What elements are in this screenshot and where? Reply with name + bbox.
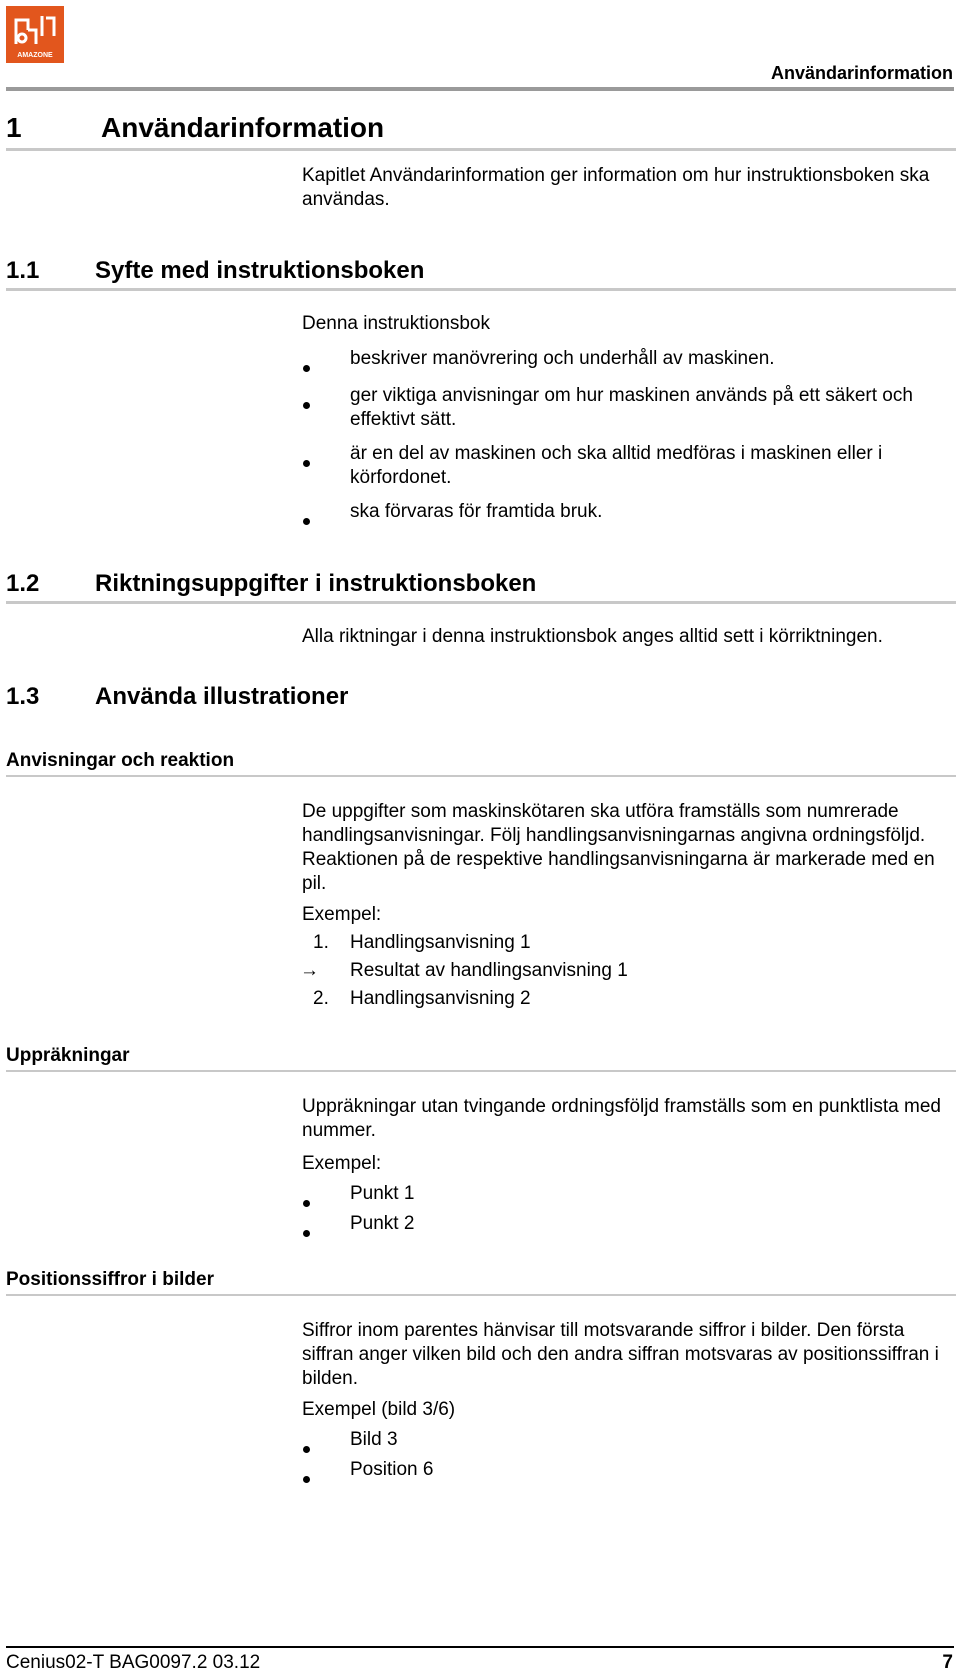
list-item: Position 6 (350, 1459, 434, 1480)
section-1-heading (6, 112, 384, 144)
section-1-3-heading (6, 683, 348, 711)
step-text: Resultat av handlingsanvisning 1 (350, 960, 628, 981)
page-number: 7 (942, 1652, 953, 1673)
step-text: Handlingsanvisning 2 (350, 988, 531, 1009)
section-1-divider (6, 148, 956, 151)
section-1-intro: Kapitlet Användarinformation ger information om hur instruktionsboken ska användas. (302, 165, 930, 210)
step-number: 2. (313, 988, 329, 1009)
bullet-icon (303, 1230, 310, 1237)
position-numbers-example-label: Exempel (bild 3/6) (302, 1399, 456, 1420)
bullet-icon (303, 1200, 310, 1207)
bullet-icon (303, 518, 310, 525)
instructions-heading: Anvisningar och reaktion (6, 750, 235, 771)
list-item: ger viktiga anvisningar om hur maskinen används på ett säkert och effektivt sätt. (350, 385, 913, 430)
enumerations-heading: Uppräkningar (6, 1045, 130, 1066)
svg-text:AMAZONE: AMAZONE (17, 52, 53, 59)
position-numbers-divider (6, 1294, 956, 1296)
section-1-1-divider (6, 288, 956, 291)
list-item: är en del av maskinen och ska alltid medföras i maskinen eller i körfordonet. (350, 443, 883, 488)
section-number: 1.1 (6, 257, 40, 284)
section-1-1-heading (6, 257, 424, 285)
position-numbers-heading: Positionssiffror i bilder (6, 1269, 214, 1290)
enumerations-example-label: Exempel: (302, 1153, 382, 1174)
footer-divider (6, 1646, 954, 1648)
header-divider (6, 87, 954, 91)
enumerations-divider (6, 1070, 956, 1072)
section-title: Användarinformation (101, 112, 385, 143)
instructions-text: De uppgifter som maskinskötaren ska utföra framställs som numrerade handlingsanvisningar. Följ handlingsanvisningarnas angivna ordningsföljd. Reaktionen på de respektive handlingsanvisningarna är markerade med en pil. (302, 801, 935, 894)
section-number: 1.2 (6, 570, 40, 597)
section-number: 1.3 (6, 683, 40, 710)
section-1-2-heading (6, 570, 536, 598)
instructions-divider (6, 775, 956, 777)
bullet-icon (303, 402, 310, 409)
section-1-2-divider (6, 601, 956, 604)
bullet-icon (303, 365, 310, 372)
section-number: 1 (6, 112, 22, 143)
list-item: ska förvaras för framtida bruk. (350, 501, 603, 522)
arrow-icon: → (300, 960, 319, 981)
list-item: beskriver manövrering och underhåll av maskinen. (350, 348, 775, 369)
list-item: Punkt 2 (350, 1213, 415, 1234)
enumerations-text: Uppräkningar utan tvingande ordningsföljd framställs som en punktlista med nummer. (302, 1096, 941, 1141)
section-title: Riktningsuppgifter i instruktionsboken (95, 570, 537, 597)
position-numbers-text: Siffror inom parentes hänvisar till motsvarande siffror i bilder. Den första siffran anger vilken bild och den andra siffran motsvaras av positionssiffran i bilden. (302, 1320, 939, 1389)
instructions-example-label: Exempel: (302, 904, 382, 925)
section-1-2-text: Alla riktningar i denna instruktionsbok anges alltid sett i körriktningen. (302, 626, 883, 647)
bullet-icon (303, 460, 310, 467)
list-item: Bild 3 (350, 1429, 398, 1450)
footer-doc-id: Cenius02-T BAG0097.2 03.12 (6, 1652, 261, 1673)
section-title: Använda illustrationer (95, 683, 349, 710)
header-title: Användarinformation (770, 63, 953, 83)
bullet-icon (303, 1446, 310, 1453)
list-item: Punkt 1 (350, 1183, 415, 1204)
step-number: 1. (313, 932, 329, 953)
amazone-logo (6, 6, 64, 63)
section-1-1-intro: Denna instruktionsbok (302, 313, 490, 334)
section-title: Syfte med instruktionsboken (95, 257, 425, 284)
step-text: Handlingsanvisning 1 (350, 932, 531, 953)
bullet-icon (303, 1476, 310, 1483)
